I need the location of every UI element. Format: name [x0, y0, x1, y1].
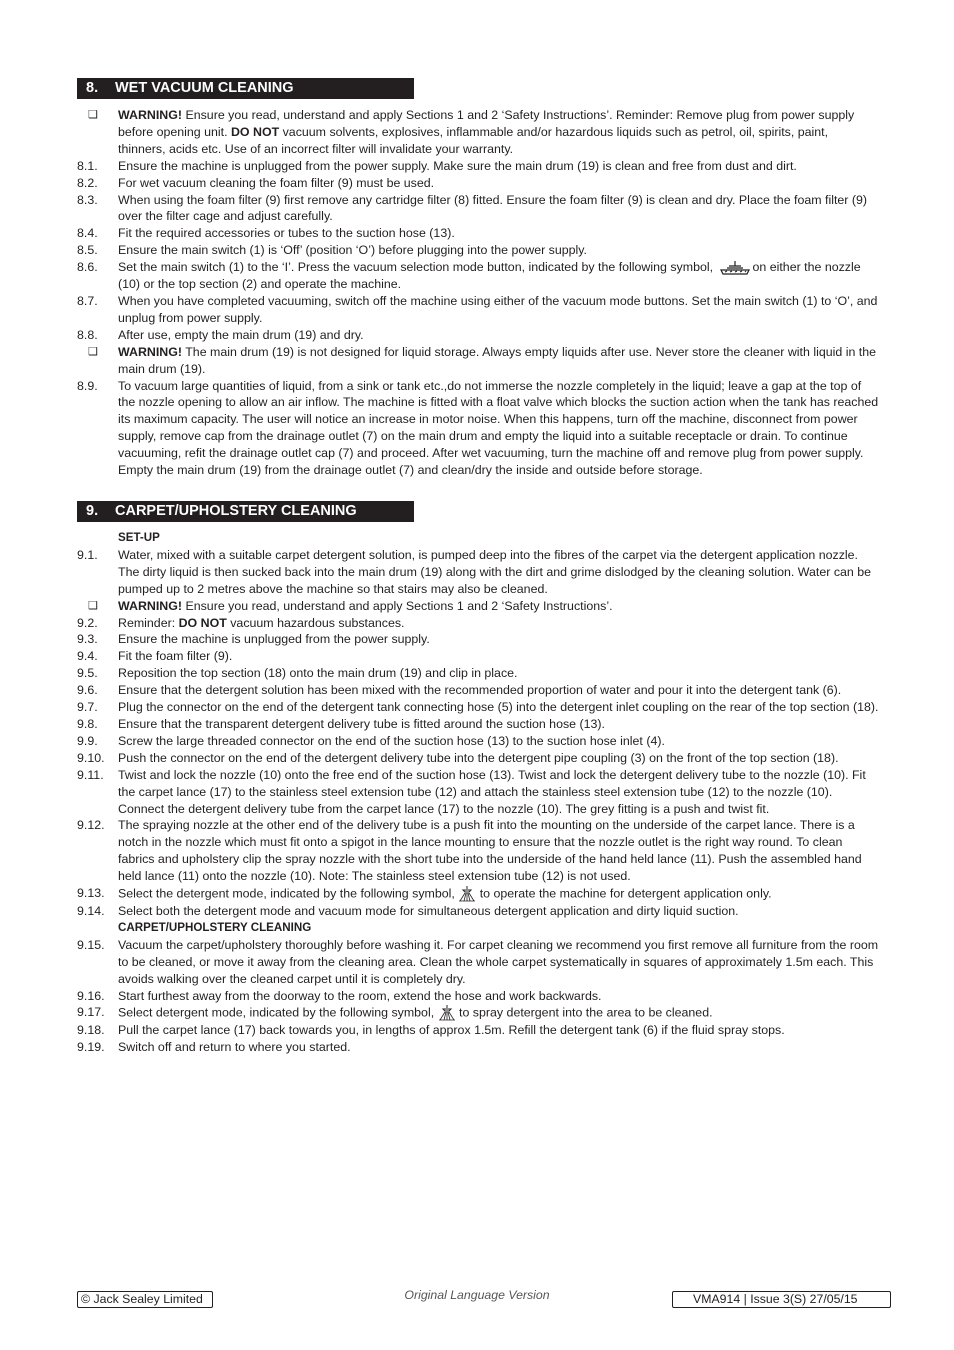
item-text — [118, 1039, 879, 1056]
text-segment: Reminder: — [118, 615, 179, 630]
list-item — [77, 175, 879, 192]
emphasis-text: DO NOT — [178, 615, 227, 630]
list-item — [77, 259, 879, 293]
text-segment: Ensure the machine is unplugged from the power supply. Make sure the main drum (19) is clean and free from dust and dirt. — [118, 158, 797, 173]
list-item — [77, 631, 879, 648]
list-item — [77, 1004, 879, 1022]
item-text — [118, 1022, 879, 1039]
text-segment: Ensure the main switch (1) is ‘Off’ (position ‘O’) before plugging into the power supply. — [118, 243, 587, 258]
text-segment: The spraying nozzle at the other end of the delivery tube is a push fit into the mounting on the underside of the carpet lance. There is a notch in the nozzle which must fit onto a spigot in the lance mounting to ensure that the nozzle outlet is the right way round. To clean fabrics and upholstery clip the spray nozzle with the short tube into the underside of the hand held lance (11). Push the assembled hand held lance (11) onto the nozzle (10). Note: The stainless steel extension tube (12) is not used. — [118, 818, 862, 884]
vacuum-mode-icon — [717, 260, 753, 276]
text-segment: Select detergent mode, indicated by the following symbol, — [118, 1005, 438, 1020]
item-number: 9.12. — [77, 818, 105, 833]
warning-checkbox-icon: ❑ — [88, 599, 98, 612]
text-segment: The main drum (19) is not designed for liquid storage. Always empty liquids after use. Never store the cleaner with liquid in the main drum (19). — [118, 344, 877, 376]
footer-doc-reference: VMA914 | Issue 3(S) 27/05/15 — [672, 1291, 891, 1308]
footer-language-note: Original Language Version — [404, 1288, 550, 1302]
list-item — [77, 327, 879, 344]
text-segment: Plug the connector on the end of the detergent tank connecting hose (5) into the detergent inlet coupling on the rear of the top section (18). — [118, 700, 879, 715]
item-text — [118, 158, 879, 175]
section-title: WET VACUUM CLEANING — [115, 80, 294, 96]
text-segment: After use, empty the main drum (19) and dry. — [118, 327, 364, 342]
item-number: 9.18. — [77, 1023, 105, 1038]
section-8-items — [77, 107, 879, 479]
item-text — [118, 767, 879, 818]
section-9-items — [77, 530, 879, 1056]
item-text — [118, 937, 879, 988]
item-number: 9.2. — [77, 615, 98, 630]
item-number: 9.5. — [77, 666, 98, 681]
item-number: 9.14. — [77, 904, 105, 919]
subheading — [77, 920, 879, 937]
list-item — [77, 733, 879, 750]
text-segment: When using the foam filter (9) first remove any cartridge filter (8) fitted. Ensure the foam filter (9) is clean and dry. Place the foam filter (9) over the filter cage and adjust carefully. — [118, 192, 868, 224]
item-number: 9.11. — [77, 767, 104, 782]
item-number: 9.6. — [77, 683, 98, 698]
item-number: 8.5. — [77, 243, 98, 258]
text-segment: When you have completed vacuuming, switch off the machine using either of the vacuum mode buttons. Set the main switch (1) to ‘O’, and unplug from power supply. — [118, 293, 878, 325]
section-9-heading — [77, 501, 414, 522]
section-8-heading — [77, 78, 414, 99]
text-segment: SET-UP — [118, 531, 160, 544]
text-segment: on either the nozzle (10) or the top section (2) and operate the machine. — [118, 260, 861, 292]
text-segment: Ensure you read, understand and apply Sections 1 and 2 ‘Safety Instructions’. — [182, 598, 613, 613]
item-number: 9.4. — [77, 649, 98, 664]
item-number: 9.16. — [77, 988, 105, 1003]
item-text — [118, 903, 879, 920]
list-item — [77, 767, 879, 818]
list-item — [77, 716, 879, 733]
text-segment: Push the connector on the end of the detergent delivery tube into the detergent pipe coupling (3) on the front of the top section (18). — [118, 750, 839, 765]
item-text — [118, 750, 879, 767]
text-segment: Reposition the top section (18) onto the main drum (19) and clip in place. — [118, 666, 518, 681]
section-title: CARPET/UPHOLSTERY CLEANING — [115, 503, 357, 519]
item-number: 8.4. — [77, 226, 98, 241]
item-text — [118, 699, 879, 716]
section-number: 8. — [86, 80, 99, 96]
item-text — [118, 225, 879, 242]
text-segment: Ensure that the detergent solution has been mixed with the recommended proportion of water and pour it into the detergent tank (6). — [118, 683, 842, 698]
text-segment: to spray detergent into the area to be cleaned. — [455, 1005, 713, 1020]
list-item — [77, 988, 879, 1005]
list-item — [77, 648, 879, 665]
item-number: 8.7. — [77, 293, 98, 308]
text-segment: Select the detergent mode, indicated by the following symbol, — [118, 886, 459, 901]
item-number: 8.8. — [77, 327, 98, 342]
list-item — [77, 1039, 879, 1056]
item-number — [77, 920, 118, 937]
section-number: 9. — [86, 503, 99, 519]
list-item — [77, 817, 879, 885]
item-number: 9.15. — [77, 937, 105, 952]
item-text — [118, 327, 879, 344]
text-segment: Pull the carpet lance (17) back towards you, in lengths of approx 1.5m. Refill the detergent tank (6) if the fluid spray stops. — [118, 1023, 785, 1038]
text-segment: Ensure the machine is unplugged from the power supply. — [118, 632, 430, 647]
list-item — [77, 665, 879, 682]
warning-checkbox-icon: ❑ — [88, 345, 98, 358]
list-item — [77, 378, 879, 479]
item-number: 9.9. — [77, 733, 98, 748]
list-item — [77, 1022, 879, 1039]
item-number: 9.8. — [77, 716, 98, 731]
item-number: 9.13. — [77, 886, 105, 901]
text-segment: Screw the large threaded connector on the end of the suction hose (13) to the suction hose inlet (4). — [118, 733, 665, 748]
item-number: 8.9. — [77, 378, 98, 393]
item-number: 8.3. — [77, 192, 98, 207]
list-item — [77, 547, 879, 598]
item-number: 9.17. — [77, 1005, 105, 1020]
item-text — [118, 1004, 879, 1022]
list-item — [77, 885, 879, 903]
list-item — [77, 750, 879, 767]
text-segment: To vacuum large quantities of liquid, from a sink or tank etc.,do not immerse the nozzle completely in the liquid; leave a gap at the top of the nozzle opening to allow an air inflow. The machine is fitted with a float valve which blocks the suction action when the tank has reached its maximum capacity. The user will notice an increase in motor noise. When this happens, turn off the machine, disconnect from power supply, remove cap from the drainage outlet (7) on the main drum and empty the liquid into a suitable receptacle or drain. To continue vacuuming, refit the drainage outlet cap (7) and proceed. After wet vacuuming, turn the machine off and remove plug from power supply. Empty the main drum (19) from the drainage outlet (7) and clean/dry the inside and outside before storage. — [118, 378, 879, 478]
item-text — [118, 682, 879, 699]
text-segment: Fit the required accessories or tubes to the suction hose (13). — [118, 226, 455, 241]
item-number: 8.2. — [77, 175, 98, 190]
item-text — [118, 107, 879, 158]
detergent-spray-icon — [438, 1004, 456, 1022]
item-text — [118, 242, 879, 259]
item-text — [118, 885, 879, 903]
text-segment: Start furthest away from the doorway to the room, extend the hose and work backwards. — [118, 988, 602, 1003]
text-segment: Set the main switch (1) to the ‘I’. Press the vacuum selection mode button, indicated by the following symbol, — [118, 260, 717, 275]
text-segment: Fit the foam filter (9). — [118, 649, 233, 664]
detergent-spray-icon — [458, 885, 476, 903]
item-number — [77, 530, 118, 547]
warning-label: WARNING! — [118, 108, 183, 122]
text-segment: Vacuum the carpet/upholstery thoroughly before washing it. For carpet cleaning we recommend you first remove all furniture from the room to be cleaned, or move it away from the cleaning area. Clean the whole carpet systematically in squares of approximately 1.5m each. This avoids walking over the cleaned carpet until it is completely dry. — [118, 937, 879, 986]
text-segment: Switch off and return to where you started. — [118, 1040, 351, 1055]
item-text — [118, 598, 879, 615]
item-number: 9.10. — [77, 750, 105, 765]
text-segment: vacuum solvents, explosives, inflammable and/or hazardous liquids such as petrol, oil, spirits, paint, thinners, acids etc. Use of an incorrect filter will invalidate your warranty. — [118, 124, 829, 156]
emphasis-text: DO NOT — [230, 124, 280, 139]
item-number: 9.19. — [77, 1040, 105, 1055]
text-segment: to operate the machine for detergent application only. — [476, 886, 772, 901]
list-item — [77, 158, 879, 175]
list-item — [77, 615, 879, 632]
list-item — [77, 682, 879, 699]
item-number: 9.3. — [77, 632, 98, 647]
footer-copyright: © Jack Sealey Limited — [77, 1291, 213, 1308]
item-text — [118, 175, 879, 192]
warning-label: WARNING! — [118, 598, 183, 613]
list-item — [77, 293, 879, 327]
item-text — [118, 259, 879, 293]
text-segment: For wet vacuum cleaning the foam filter (9) must be used. — [118, 175, 435, 190]
text-segment: Select both the detergent mode and vacuum mode for simultaneous detergent application and dirty liquid suction. — [118, 904, 739, 919]
list-item — [77, 903, 879, 920]
text-segment: Water, mixed with a suitable carpet detergent solution, is pumped deep into the fibres of the carpet via the detergent application nozzle. The dirty liquid is then sucked back into the main drum (19) along with the dirt and grime dislodged by the cleaning solution. Water can be pumped up to 2 metres above the machine so that stairs may also be cleaned. — [118, 547, 872, 596]
item-text — [118, 648, 879, 665]
item-text — [118, 615, 879, 632]
item-text — [118, 716, 879, 733]
warning-item — [77, 107, 879, 158]
item-text — [118, 988, 879, 1005]
item-text — [118, 631, 879, 648]
text-segment: Twist and lock the nozzle (10) onto the free end of the suction hose (13). Twist and lock the detergent delivery tube to the nozzle (10). Fit the carpet lance (17) to the stainless steel extension tube (12) and attach the stainless steel extension tube (12) to the nozzle (10). Connect the detergent delivery tube from the carpet lance (17) to the nozzle (10). The grey fitting is a push and twist fit. — [118, 767, 866, 816]
warning-item — [77, 344, 879, 378]
warning-checkbox-icon: ❑ — [88, 109, 98, 121]
item-text — [118, 920, 879, 937]
subheading — [77, 530, 879, 547]
item-number: 8.1. — [77, 158, 98, 173]
item-text — [118, 293, 879, 327]
item-text — [118, 665, 879, 682]
item-number: 9.1. — [77, 547, 98, 562]
item-number: 9.7. — [77, 700, 98, 715]
text-segment: Ensure you read, understand and apply Sections 1 and 2 ‘Safety Instructions’. Reminder: Remove plug from power supply before opening unit. — [118, 108, 855, 139]
item-text — [118, 547, 879, 598]
list-item — [77, 225, 879, 242]
list-item — [77, 192, 879, 226]
item-text — [118, 192, 879, 226]
item-text — [118, 733, 879, 750]
text-segment: Ensure that the transparent detergent delivery tube is fitted around the suction hose (13). — [118, 716, 605, 731]
text-segment: CARPET/UPHOLSTERY CLEANING — [118, 920, 312, 934]
item-text — [118, 378, 879, 479]
item-number: 8.6. — [77, 260, 98, 275]
list-item — [77, 242, 879, 259]
item-text — [118, 344, 879, 378]
warning-item — [77, 598, 879, 615]
list-item — [77, 699, 879, 716]
item-text — [118, 530, 879, 547]
item-text — [118, 817, 879, 885]
warning-label: WARNING! — [118, 344, 183, 359]
list-item — [77, 937, 879, 988]
text-segment: vacuum hazardous substances. — [226, 615, 405, 630]
